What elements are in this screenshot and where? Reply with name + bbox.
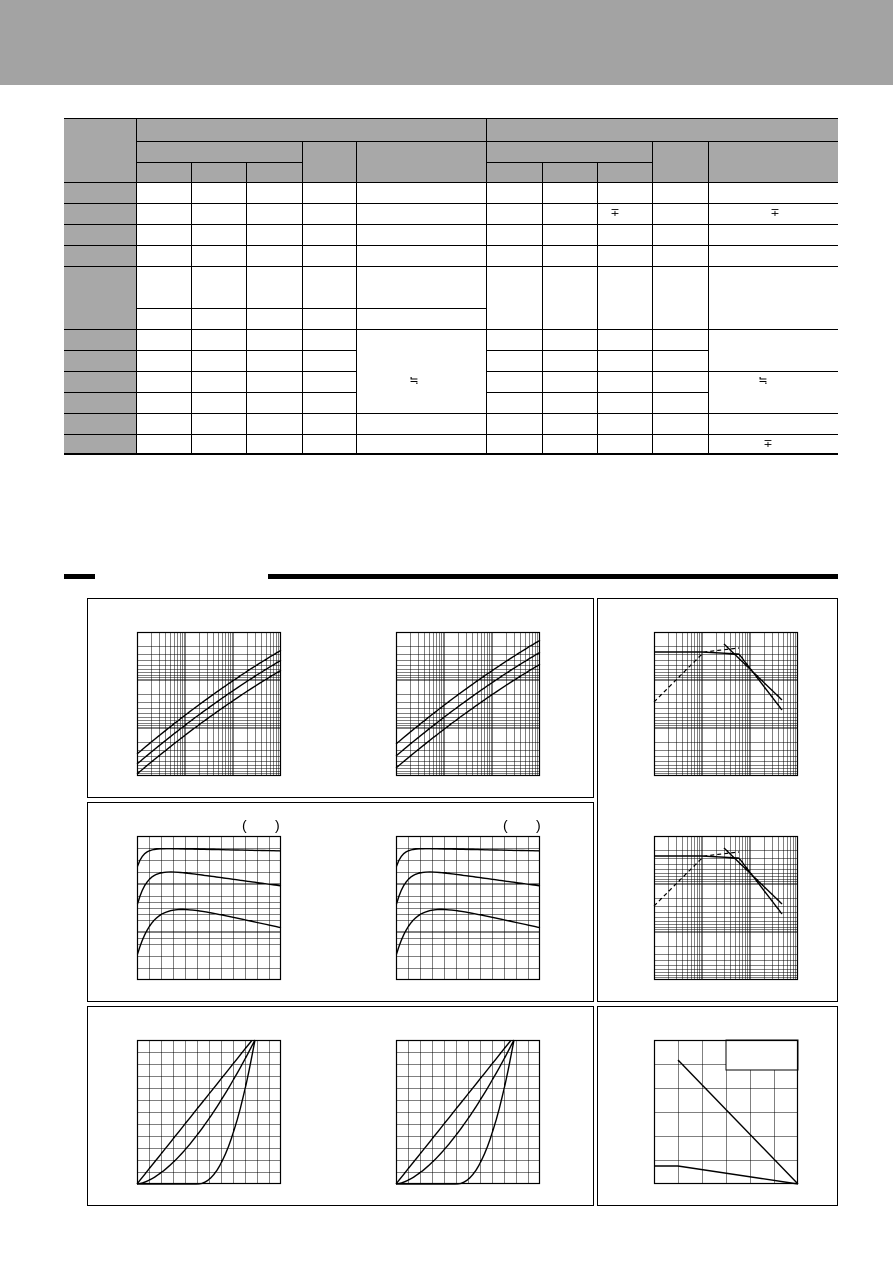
- graph-6: [654, 836, 798, 980]
- dashed-limit-line: [654, 648, 739, 702]
- minus-plus-symbol: ∓: [763, 438, 773, 450]
- graph-1: [137, 632, 281, 776]
- approx-equal-symbol: ≒: [409, 375, 419, 387]
- minus-plus-symbol: ∓: [770, 207, 780, 219]
- grid-lines: [396, 836, 540, 980]
- header-band: [0, 0, 893, 85]
- dashed-limit-line: [654, 852, 739, 906]
- safe-operating-curve: [724, 644, 782, 700]
- graph-4: [137, 836, 281, 980]
- characteristic-curve: [137, 660, 281, 764]
- graph-8: [396, 1040, 540, 1184]
- derating-line: [678, 1060, 798, 1184]
- legend-box: [726, 1040, 798, 1070]
- characteristic-curve: [396, 652, 540, 756]
- spec-table-grid: [64, 118, 838, 455]
- graph-2: [396, 632, 540, 776]
- approx-equal-symbol: ≒: [758, 375, 768, 387]
- left-paren: (: [503, 817, 508, 833]
- graph-7: [137, 1040, 281, 1184]
- right-paren: ): [536, 817, 541, 833]
- grid-lines: [137, 632, 281, 776]
- characteristic-curve: [137, 650, 281, 754]
- section-rule-left: [64, 574, 95, 579]
- spec-table: [64, 118, 838, 455]
- grid-lines: [137, 1040, 281, 1184]
- graph-5: [396, 836, 540, 980]
- safe-operating-curve: [724, 848, 782, 904]
- plot-frame: [138, 633, 281, 776]
- section-rule-right: [268, 574, 838, 579]
- graph-3: [654, 632, 798, 776]
- minus-plus-symbol: ∓: [610, 207, 620, 219]
- characteristic-curve: [137, 670, 281, 774]
- left-paren: (: [242, 817, 247, 833]
- grid-lines: [396, 1040, 540, 1184]
- grid-major: [137, 632, 281, 776]
- right-paren: ): [275, 817, 280, 833]
- grid-lines: [137, 836, 281, 980]
- graph-9: [654, 1040, 798, 1184]
